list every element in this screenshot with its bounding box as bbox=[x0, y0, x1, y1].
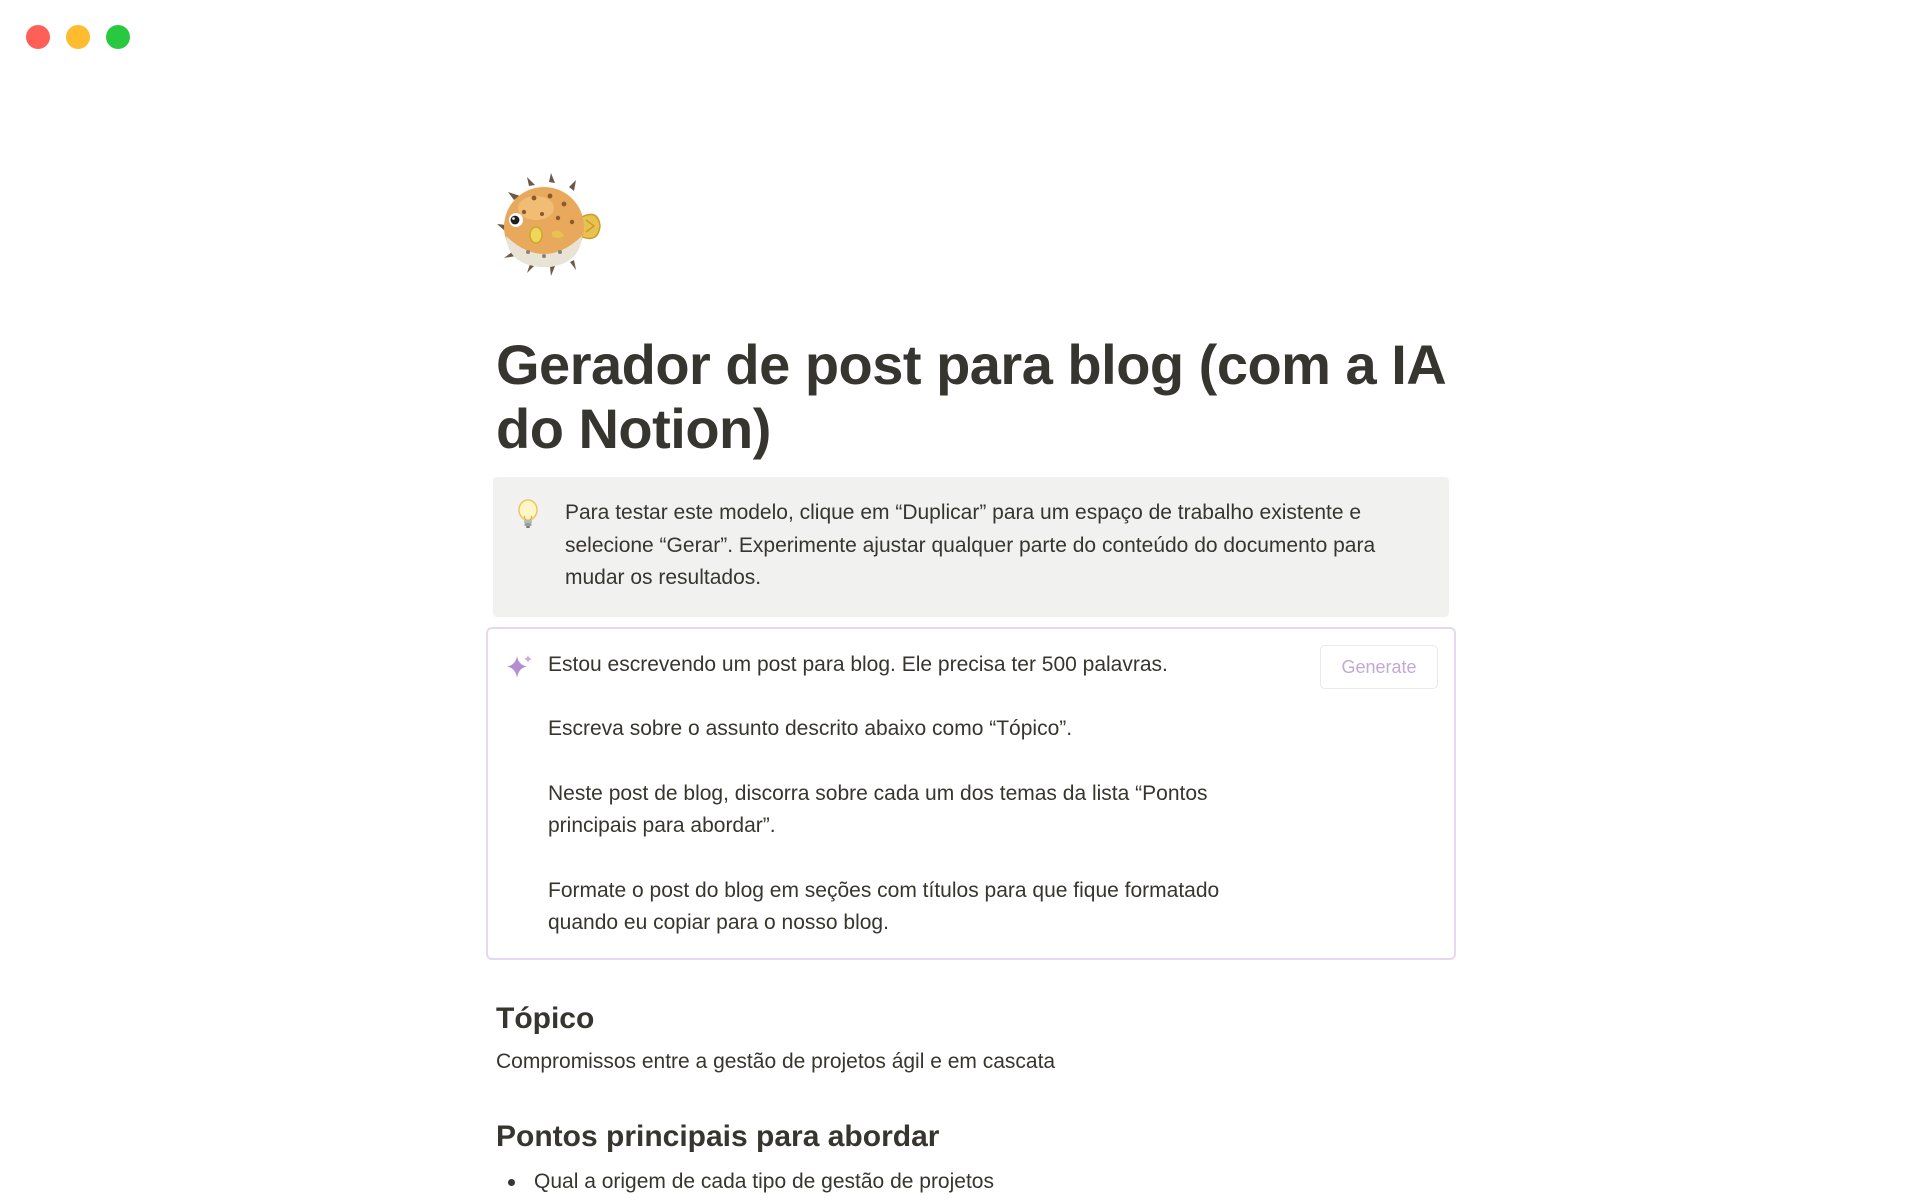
generate-button[interactable]: Generate bbox=[1320, 645, 1438, 689]
ai-prompt-line: Formate o post do blog em seções com títulos para que fique formatado quando eu copiar para o nosso blog. bbox=[548, 878, 1220, 934]
ai-prompt-text[interactable] bbox=[548, 649, 1288, 940]
heading-topic[interactable]: Tópico bbox=[496, 1001, 595, 1035]
ai-prompt-line: Estou escrevendo um post para blog. Ele precisa ter 500 palavras. bbox=[548, 652, 1168, 676]
close-window-button[interactable] bbox=[26, 25, 50, 49]
topic-text[interactable]: Compromissos entre a gestão de projetos ágil e em cascata bbox=[496, 1049, 1056, 1073]
minimize-window-button[interactable] bbox=[66, 25, 90, 49]
ai-block[interactable] bbox=[486, 627, 1456, 960]
lightbulb-icon[interactable] bbox=[513, 499, 543, 531]
blowfish-icon[interactable] bbox=[494, 170, 604, 280]
page-title[interactable]: Gerador de post para blog (com a IA do Notion) bbox=[496, 333, 1445, 460]
callout-block[interactable] bbox=[493, 477, 1449, 617]
key-points-list bbox=[496, 1166, 1454, 1198]
heading-key-points[interactable]: Pontos principais para abordar bbox=[496, 1119, 940, 1153]
sparkle-icon bbox=[506, 653, 534, 681]
callout-text[interactable]: Para testar este modelo, clique em “Duplicar” para um espaço de trabalho existente e selecione “Gerar”. Experimente ajustar qualquer parte do conteúdo do documento para mudar os resultados. bbox=[565, 501, 1376, 589]
list-item[interactable]: Qual a origem de cada tipo de gestão de projetos bbox=[496, 1166, 1454, 1198]
page-content bbox=[496, 170, 1454, 1198]
window-controls bbox=[26, 25, 130, 49]
ai-prompt-line: Neste post de blog, discorra sobre cada um dos temas da lista “Pontos principais para abordar”. bbox=[548, 781, 1208, 837]
ai-prompt-line: Escreva sobre o assunto descrito abaixo como “Tópico”. bbox=[548, 717, 1073, 740]
zoom-window-button[interactable] bbox=[106, 25, 130, 49]
